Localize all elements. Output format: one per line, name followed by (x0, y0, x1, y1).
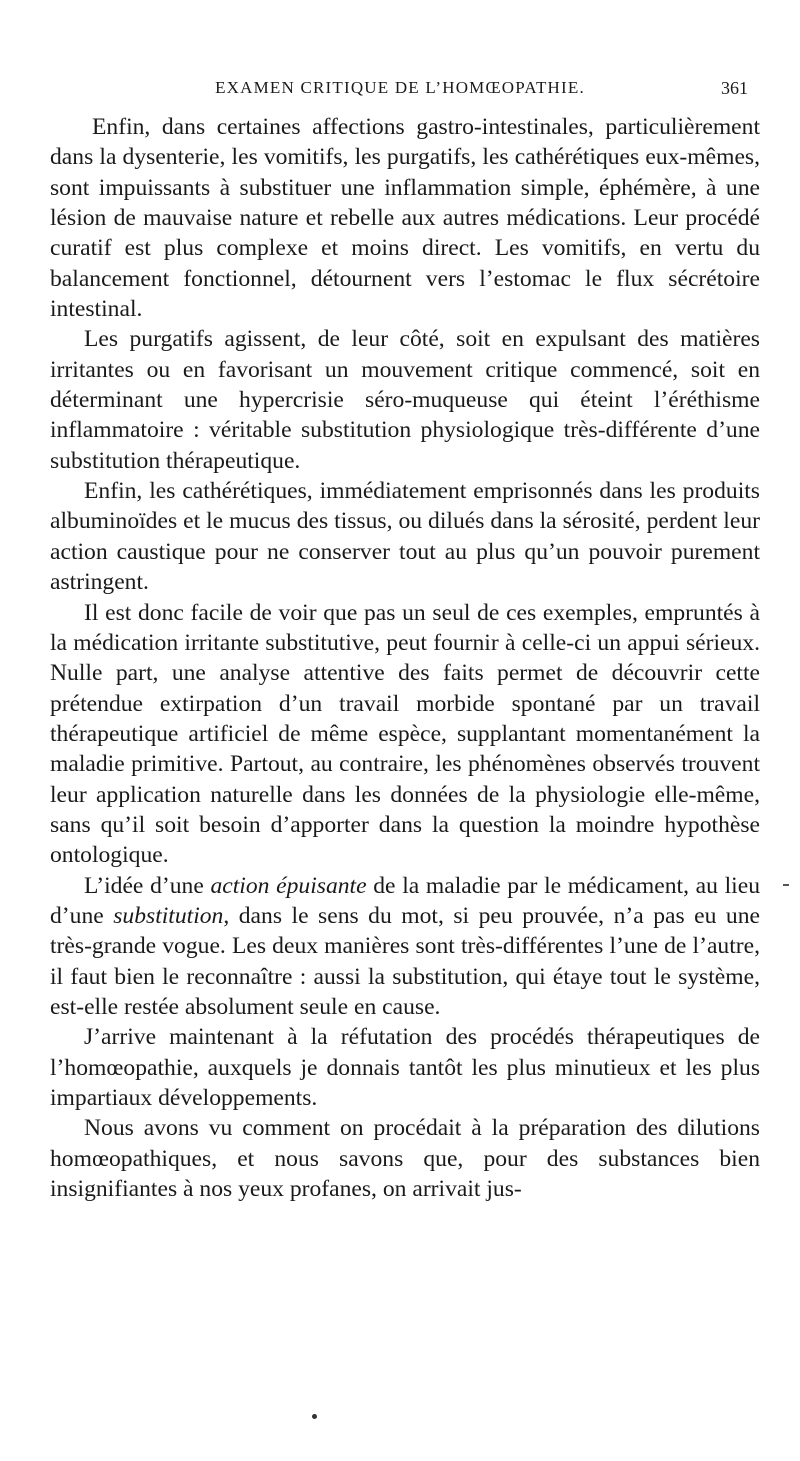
paragraph-3: Enfin, les cathérétiques, immédiatement emprisonnés dans les produits albuminoïdes et le mucus des tissus, ou dilués dans la sérosité, perdent leur action caustique pour ne conserver tout au plus qu’un pouvoir purement astringent. (50, 478, 760, 596)
paragraph-4: Il est donc facile de voir que pas un seul de ces exemples, empruntés à la médication irritante substitutive, peut fournir à celle-ci un appui sérieux. Nulle part, une analyse attentive des faits permet de découvrir cette prétendue extirpation d’un travail morbide spontané par un travail thérapeutique artificiel de même espèce, supplantant momentanément la maladie primitive. Partout, au contraire, les phénomènes observés trouvent leur application naturelle dans les données de la physiologie elle-même, sans qu’il soit besoin d’apporter dans la question la moindre hypothèse ontologique. (50, 599, 760, 869)
margin-mark (783, 884, 789, 886)
paragraph-5-after: , dans le sens du mot, si peu prouvée, n’a pas eu une très-grande vogue. Les deux manières sont très-différentes l’une de l’autre, il faut bien le reconnaître : aussi la substitution, qui étaye tout le système, est-elle restée absolument seule en cause. (50, 902, 760, 1020)
italic-action-epuisante: action épuisante (210, 872, 367, 899)
page-number: 361 (721, 78, 748, 98)
paragraph-5-before: L’idée d’une (84, 872, 211, 899)
body-text (50, 112, 760, 1204)
paragraph-5-middle: de la maladie par le médicament, au lieu d’une (50, 872, 761, 929)
ink-dot (312, 1414, 317, 1419)
paragraph-2: Les purgatifs agissent, de leur côté, soit en expulsant des matières irritantes ou en favorisant un mouvement critique commencé, soit en déterminant une hypercrisie séro-muqueuse qui éteint l’éréthisme inflammatoire : véritable substitution physiologique très-différente d’une substitution thérapeutique. (50, 326, 760, 474)
paragraph-6: J’arrive maintenant à la réfutation des procédés thérapeutiques de l’homœopathie, auxquels je donnais tantôt les plus minutieux et les plus impartiaux développements. (50, 1024, 760, 1111)
paragraph-5 (50, 871, 760, 1023)
paragraph-1: Enfin, dans certaines affections gastro-intestinales, particulièrement dans la dysenterie, les vomitifs, les purgatifs, les cathérétiques eux-mêmes, sont impuissants à substituer une inflammation simple, éphémère, à une lésion de mauvaise nature et rebelle aux autres médications. Leur procédé curatif est plus complexe et moins direct. Les vomitifs, en vertu du balancement fonctionnel, détournent vers l’estomac le flux sécrétoire intestinal. (50, 114, 760, 323)
paragraph-7: Nous avons vu comment on procédait à la préparation des dilutions homœopathiques, et nous savons que, pour des substances bien insignifiantes à nos yeux profanes, on arrivait jus- (50, 1115, 760, 1203)
italic-substitution: substitution (113, 902, 224, 929)
running-title: EXAMEN CRITIQUE DE L’HOMŒOPATHIE. (215, 78, 585, 97)
